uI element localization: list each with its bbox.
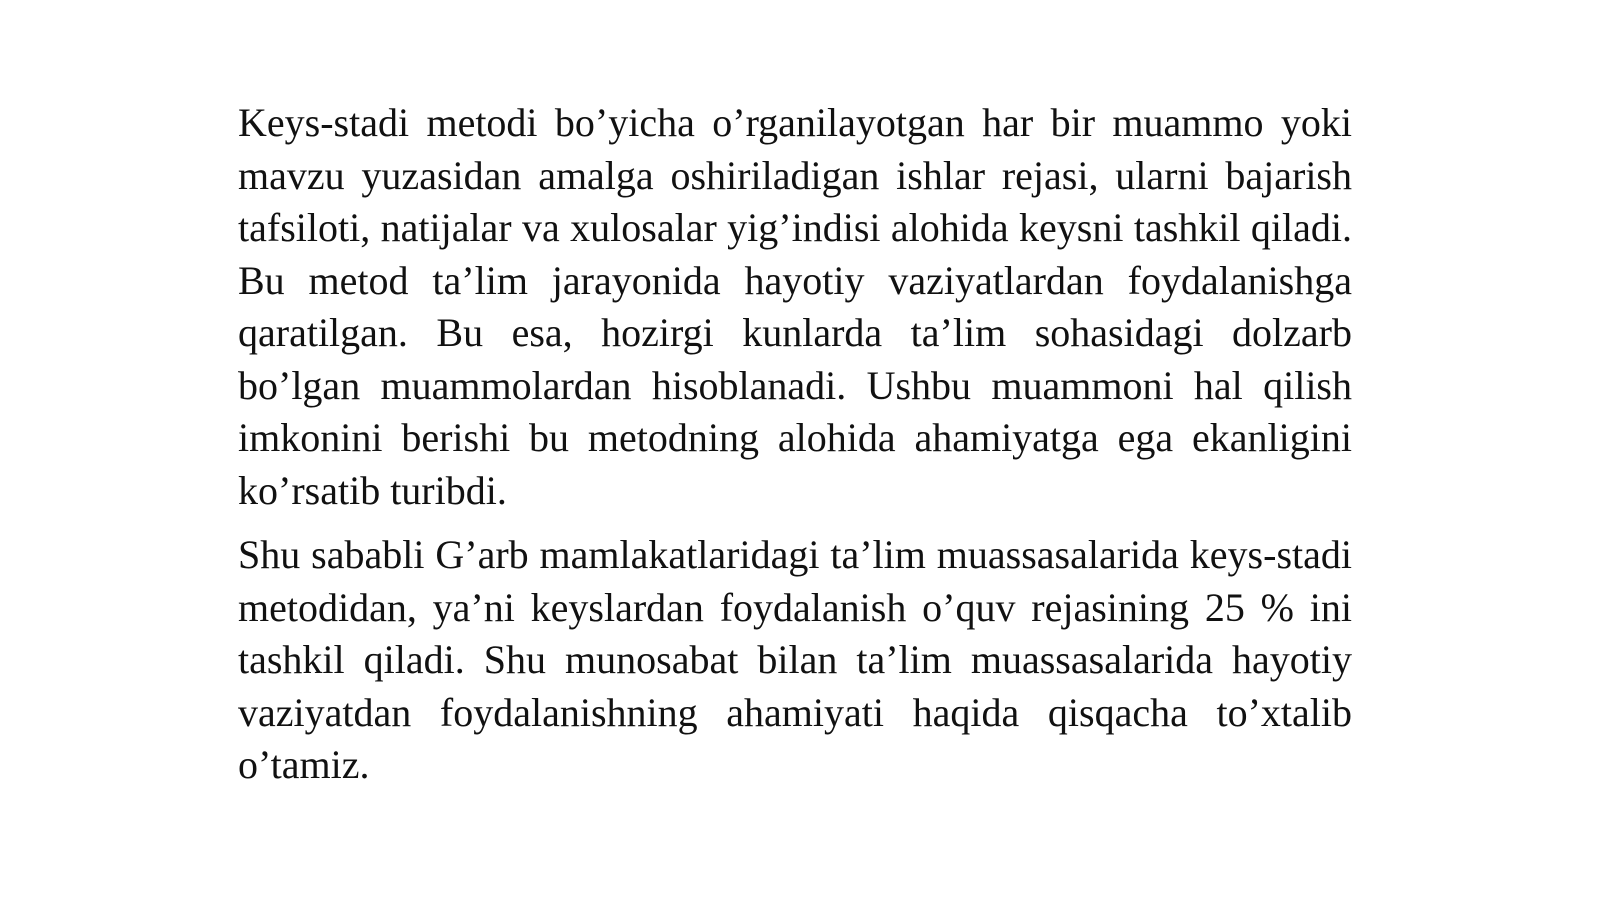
- paragraph-western-institutions: Shu sababli G’arb mamlakatlaridagi ta’lim muassasalarida keys-stadi metodidan, ya’ni keyslardan foydalanish o’quv rejasining 25 % ini tashkil qiladi. Shu munosabat bilan ta’lim muassasalarida hayotiy vaziyatdan foydalanishning ahamiyati haqida qisqacha to’xtalib o’tamiz.: [238, 532, 1352, 787]
- paragraph-case-study-method: Keys-stadi metodi bo’yicha o’rganilayotgan har bir muammo yoki mavzu yuzasidan amalga oshiriladigan ishlar rejasi, ularni bajarish tafsiloti, natijalar va xulosalar yig’indisi alohida keysni tashkil qiladi. Bu metod ta’lim jarayonida hayotiy vaziyatlardan foydalanishga qaratilgan. Bu esa, hozirgi kunlarda ta’lim sohasidagi dolzarb bo’lgan muammolardan hisoblanadi. Ushbu muammoni hal qilish imkonini berishi bu metodning alohida ahamiyatga ega ekanligini ko’rsatib turibdi.: [238, 100, 1352, 513]
- body-text: [238, 97, 1352, 792]
